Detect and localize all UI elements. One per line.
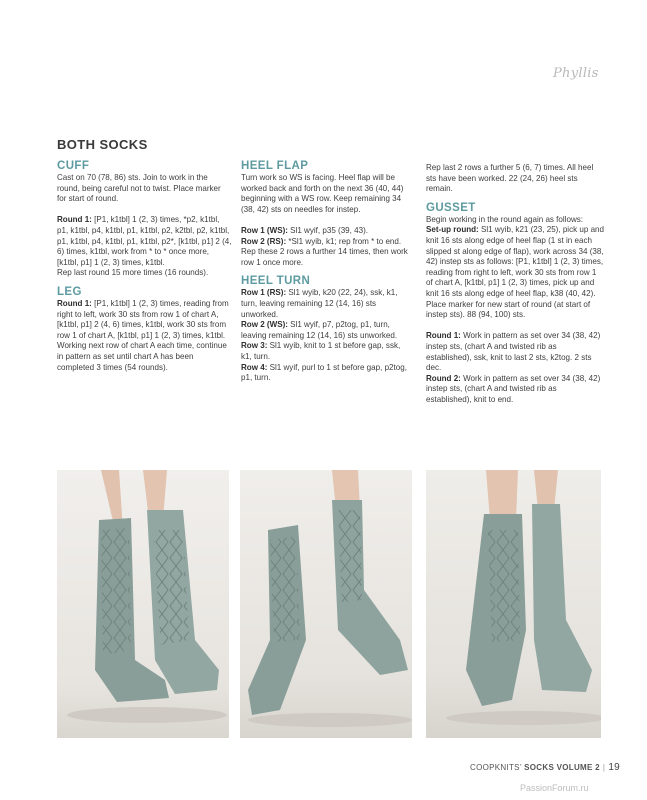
heel-turn-row1	[241, 288, 413, 320]
cuff-repeat: Rep last round 15 more times (16 rounds).	[57, 268, 209, 278]
heel-turn-row2-text: Sl1 wyif, p7, p2tog, p1, turn, leaving remaining 12 (14, 16) sts unworked.	[241, 320, 398, 340]
column-2	[241, 160, 413, 384]
section-title-heel-flap: HEEL FLAP	[241, 160, 309, 172]
cuff-intro: Cast on 70 (78, 86) sts. Join to work in the round, being careful not to twist. Place marker for start of round.	[57, 173, 221, 204]
section-title-gusset: GUSSET	[426, 201, 476, 214]
column-3	[426, 163, 604, 405]
gusset-setup-label: Set-up round:	[426, 225, 479, 235]
gusset-round1	[426, 331, 604, 373]
gusset-round1-label: Round 1:	[426, 331, 461, 341]
watermark: PassionForum.ru	[520, 783, 589, 793]
heel-flap-row2-text: *Sl1 wyib, k1; rep from * to end.	[286, 236, 402, 246]
page-footer: COOPKNITS’ SOCKS VOLUME 2 | 19	[470, 762, 621, 773]
section-title-leg: LEG	[57, 285, 82, 298]
heel-turn-row1-label: Row 1 (RS):	[241, 288, 287, 298]
sock-photo-2	[240, 470, 412, 738]
gusset-round2	[426, 374, 604, 406]
heel-turn-row4	[241, 363, 413, 384]
pattern-name: Phyllis	[553, 66, 599, 81]
gusset-round2-label: Round 2:	[426, 373, 461, 383]
heel-flap-intro: Turn work so WS is facing. Heel flap will be worked back and forth on the next 36 (40, 44) beginning with a WS row. Keep remaining 34 (38, 42) sts on needles for instep.	[241, 173, 404, 214]
heel-turn-row3-label: Row 3:	[241, 341, 268, 351]
heel-flap-row1-text: Sl1 wyif, p35 (39, 43).	[287, 225, 368, 235]
heel-turn-row2	[241, 320, 413, 341]
footer-title: SOCKS	[524, 763, 555, 772]
heel-turn-row2-label: Row 2 (WS):	[241, 320, 288, 330]
gusset-round2-text: Work in pattern as set over 34 (38, 42) instep sts, (chart A and twisted rib as established), knit to end.	[426, 373, 601, 404]
cuff-round1-label: Round 1:	[57, 215, 92, 225]
gusset-round1-text: Work in pattern as set over 34 (38, 42) instep sts, (chart A and twisted rib as established), ssk, knit to last 2 sts, k2tog. 2 sts dec.	[426, 331, 601, 373]
heel-turn-row3	[241, 341, 413, 362]
page-number: 19	[608, 762, 621, 773]
heel-flap-row1	[241, 226, 413, 237]
cuff-round1	[57, 215, 232, 268]
footer-brand: COOPKNITS	[470, 763, 520, 772]
section-title-cuff: CUFF	[57, 160, 90, 172]
heel-flap-row2-label: Row 2 (RS):	[241, 236, 287, 246]
heel-turn-row4-label: Row 4:	[241, 362, 268, 372]
gusset-setup-text: Sl1 wyib, k21 (23, 25), pick up and knit 16 sts along edge of heel flap (1 st in each slipped st along edge of flap), work across 34 (38, 42) instep sts as follows: [P1, k1tbl] 1 (2, 3) times, reading from right to left, work 30 sts from row 1 of chart A, [k1tbl, p1] 1 (2, 3) times, pick up and knit 16 sts along edge of heel flap, k38 (40, 42). Place marker for new start of round (at start of instep sts). 88 (94, 100) sts.	[426, 225, 604, 320]
column-1	[57, 160, 232, 373]
heel-flap-row2	[241, 237, 413, 248]
section-title-heel-turn: HEEL TURN	[241, 275, 311, 288]
footer-volume: VOLUME 2	[556, 763, 600, 772]
leg-round1	[57, 299, 232, 341]
heel-flap-repeat: Rep these 2 rows a further 14 times, then work row 1 once more.	[241, 247, 408, 267]
leg-round1-text: [P1, k1tbl] 1 (2, 3) times, reading from right to left, work 30 sts from row 1 of chart A, [k1tbl, p1] 2 (4, 6) times, k1tbl, work 30 sts from row 1 of chart A, [k1tbl, p1] 1 (2, 3) times, k1tbl.	[57, 298, 229, 340]
heel-turn-row3-text: Sl1 wyib, knit to 1 st before gap, ssk, k1, turn.	[241, 341, 401, 361]
gusset-intro: Begin working in the round again as follows:	[426, 214, 584, 224]
leg-round1-label: Round 1:	[57, 298, 92, 308]
gusset-setup	[426, 225, 604, 320]
heel-turn-repeat: Rep last 2 rows a further 5 (6, 7) times. All heel sts have been worked. 22 (24, 26) heel sts remain.	[426, 163, 594, 194]
heel-turn-row4-text: Sl1 wyif, purl to 1 st before gap, p2tog, p1, turn.	[241, 362, 407, 383]
heel-flap-row1-label: Row 1 (WS):	[241, 225, 288, 235]
leg-text2: Working next row of chart A each time, continue in pattern as set until chart A has been completed 3 times (54 rounds).	[57, 341, 227, 372]
sock-photo-1	[57, 470, 229, 738]
heel-turn-row1-text: Sl1 wyib, k20 (22, 24), ssk, k1, turn, leaving remaining 12 (14, 16) sts unworked.	[241, 288, 398, 319]
sock-photo-3	[426, 470, 601, 738]
cuff-round1-text: [P1, k1tbl] 1 (2, 3) times, *p2, k1tbl, p1, k1tbl, p4, k1tbl, p1, k1tbl, p2, k2tbl, p2, k1tbl, p1, k1tbl, p4, k1tbl, p1, k1tbl, p2*, [k1tbl, p1] 2 (4, 6) times, k1tbl, work from * to * once more, [k1tbl, p1] 1 (2, 3) times, k1tbl.	[57, 215, 232, 267]
main-heading: BOTH SOCKS	[57, 137, 148, 152]
